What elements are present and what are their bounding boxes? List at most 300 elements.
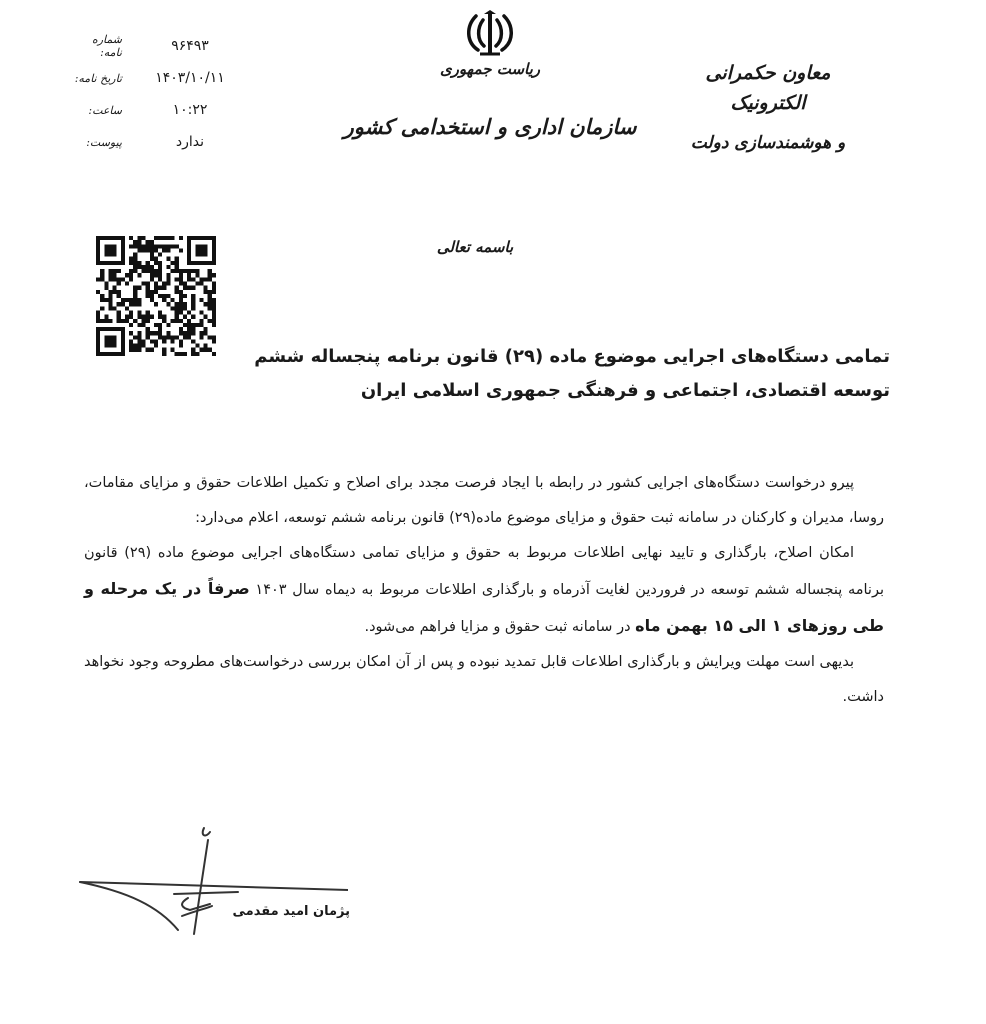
qr-module bbox=[183, 315, 187, 319]
qr-module bbox=[170, 236, 174, 240]
qr-module bbox=[191, 306, 195, 310]
qr-module bbox=[162, 298, 166, 302]
qr-module bbox=[179, 269, 183, 273]
qr-module bbox=[158, 310, 162, 314]
qr-module bbox=[208, 348, 212, 352]
qr-module bbox=[162, 294, 166, 298]
qr-module bbox=[175, 352, 179, 356]
qr-module bbox=[212, 352, 216, 356]
qr-module bbox=[150, 240, 154, 244]
qr-module bbox=[137, 248, 141, 252]
qr-module bbox=[154, 344, 158, 348]
qr-module bbox=[137, 261, 141, 265]
qr-module bbox=[158, 286, 162, 290]
qr-finder-pattern bbox=[104, 244, 116, 256]
qr-module bbox=[113, 269, 117, 273]
qr-module bbox=[129, 244, 133, 248]
qr-module bbox=[191, 327, 195, 331]
qr-module bbox=[187, 273, 191, 277]
qr-module bbox=[125, 319, 129, 323]
qr-module bbox=[129, 344, 133, 348]
qr-module bbox=[133, 319, 137, 323]
qr-module bbox=[117, 294, 121, 298]
qr-module bbox=[158, 294, 162, 298]
qr-module bbox=[125, 315, 129, 319]
qr-module bbox=[142, 269, 146, 273]
qr-module bbox=[142, 248, 146, 252]
qr-module bbox=[142, 282, 146, 286]
qr-module bbox=[162, 248, 166, 252]
qr-module bbox=[146, 294, 150, 298]
qr-module bbox=[208, 269, 212, 273]
qr-module bbox=[100, 269, 104, 273]
qr-module bbox=[154, 261, 158, 265]
qr-module bbox=[208, 298, 212, 302]
qr-module bbox=[199, 310, 203, 314]
meta-label: شماره نامه: bbox=[91, 33, 122, 59]
qr-module bbox=[166, 277, 170, 281]
qr-module bbox=[212, 315, 216, 319]
qr-module bbox=[166, 248, 170, 252]
qr-module bbox=[204, 331, 208, 335]
qr-module bbox=[137, 265, 141, 269]
body-paragraph-2 bbox=[84, 536, 884, 645]
qr-module bbox=[125, 282, 129, 286]
qr-module bbox=[175, 244, 179, 248]
qr-module bbox=[166, 323, 170, 327]
qr-module bbox=[137, 344, 141, 348]
qr-module bbox=[108, 319, 112, 323]
qr-module bbox=[154, 323, 158, 327]
qr-module bbox=[158, 261, 162, 265]
qr-module bbox=[146, 327, 150, 331]
qr-module bbox=[179, 344, 183, 348]
qr-module bbox=[179, 290, 183, 294]
qr-module bbox=[195, 352, 199, 356]
qr-module bbox=[158, 277, 162, 281]
qr-module bbox=[212, 319, 216, 323]
qr-module bbox=[158, 327, 162, 331]
qr-module bbox=[104, 282, 108, 286]
meta-letter-number bbox=[70, 30, 240, 62]
qr-module bbox=[104, 315, 108, 319]
qr-module bbox=[187, 269, 191, 273]
qr-module bbox=[162, 244, 166, 248]
qr-module bbox=[150, 244, 154, 248]
qr-module bbox=[96, 290, 100, 294]
qr-module bbox=[150, 257, 154, 261]
qr-module bbox=[129, 310, 133, 314]
qr-module bbox=[96, 277, 100, 281]
qr-module bbox=[195, 344, 199, 348]
qr-module bbox=[142, 339, 146, 343]
qr-module bbox=[142, 315, 146, 319]
qr-module bbox=[150, 298, 154, 302]
qr-module bbox=[166, 236, 170, 240]
qr-module bbox=[133, 286, 137, 290]
qr-module bbox=[129, 273, 133, 277]
qr-module bbox=[204, 290, 208, 294]
qr-module bbox=[142, 344, 146, 348]
qr-module bbox=[121, 298, 125, 302]
qr-module bbox=[108, 277, 112, 281]
qr-module bbox=[187, 331, 191, 335]
qr-module bbox=[179, 236, 183, 240]
qr-module bbox=[104, 286, 108, 290]
qr-module bbox=[162, 282, 166, 286]
qr-module bbox=[195, 269, 199, 273]
qr-module bbox=[208, 290, 212, 294]
qr-module bbox=[183, 282, 187, 286]
qr-module bbox=[154, 339, 158, 343]
qr-module bbox=[125, 298, 129, 302]
qr-module bbox=[191, 352, 195, 356]
qr-module bbox=[154, 290, 158, 294]
qr-module bbox=[133, 290, 137, 294]
qr-module bbox=[154, 331, 158, 335]
paragraph-text: پیرو درخواست دستگاه‌های اجرایی کشور در رابطه با ایجاد فرصت مجدد برای اصلاح و تکمیل اطلاعات حقوق و مزایای مقامات، روسا، مدیران و کارکنان در سامانه ثبت حقوق و مزایای موضوع ماده(۲۹) قانون برنامه ششم توسعه، اعلام می‌دارد: bbox=[84, 475, 884, 526]
qr-module bbox=[204, 315, 208, 319]
qr-module bbox=[212, 306, 216, 310]
qr-module bbox=[117, 302, 121, 306]
qr-module bbox=[191, 315, 195, 319]
qr-module bbox=[108, 294, 112, 298]
qr-module bbox=[142, 319, 146, 323]
qr-module bbox=[175, 306, 179, 310]
qr-module bbox=[170, 339, 174, 343]
ministry-heading bbox=[668, 58, 868, 158]
qr-module bbox=[137, 244, 141, 248]
qr-module bbox=[179, 282, 183, 286]
qr-module bbox=[137, 348, 141, 352]
qr-module bbox=[129, 236, 133, 240]
qr-module bbox=[212, 310, 216, 314]
meta-label: ساعت: bbox=[88, 103, 122, 117]
qr-module bbox=[175, 265, 179, 269]
qr-module bbox=[150, 269, 154, 273]
qr-module bbox=[129, 257, 133, 261]
qr-module bbox=[96, 310, 100, 314]
qr-module bbox=[199, 348, 203, 352]
qr-module bbox=[108, 302, 112, 306]
qr-module bbox=[183, 323, 187, 327]
qr-module bbox=[113, 286, 117, 290]
qr-module bbox=[150, 331, 154, 335]
qr-module bbox=[150, 290, 154, 294]
qr-module bbox=[133, 240, 137, 244]
qr-module bbox=[129, 339, 133, 343]
meta-label: پیوست: bbox=[86, 135, 122, 149]
qr-module bbox=[146, 319, 150, 323]
qr-module bbox=[162, 319, 166, 323]
qr-module bbox=[175, 319, 179, 323]
qr-module bbox=[150, 253, 154, 257]
qr-module bbox=[133, 253, 137, 257]
qr-module bbox=[212, 339, 216, 343]
qr-module bbox=[121, 302, 125, 306]
qr-module bbox=[133, 269, 137, 273]
qr-module bbox=[199, 277, 203, 281]
qr-module bbox=[179, 302, 183, 306]
qr-module bbox=[179, 310, 183, 314]
qr-module bbox=[208, 335, 212, 339]
qr-module bbox=[117, 282, 121, 286]
qr-finder-pattern bbox=[104, 335, 116, 347]
paragraph-text: بدیهی است مهلت ویرایش و بارگذاری اطلاعات قابل تمدید نبوده و پس از آن امکان بررسی درخواست‌های مطروحه وجود نخواهد داشت. bbox=[84, 654, 884, 705]
letter-body bbox=[84, 466, 884, 715]
ministry-line-2: و هوشمندسازی دولت bbox=[690, 133, 846, 153]
qr-module bbox=[199, 335, 203, 339]
signer-name: پژمان امید مقدمی bbox=[232, 904, 350, 919]
qr-module bbox=[129, 348, 133, 352]
qr-module bbox=[179, 331, 183, 335]
qr-module bbox=[208, 302, 212, 306]
qr-module bbox=[133, 335, 137, 339]
qr-module bbox=[137, 302, 141, 306]
qr-module bbox=[129, 269, 133, 273]
qr-module bbox=[125, 306, 129, 310]
qr-module bbox=[146, 261, 150, 265]
qr-module bbox=[162, 352, 166, 356]
qr-module bbox=[191, 331, 195, 335]
qr-module bbox=[166, 331, 170, 335]
qr-module bbox=[183, 331, 187, 335]
qr-module bbox=[146, 331, 150, 335]
qr-module bbox=[158, 265, 162, 269]
qr-module bbox=[170, 319, 174, 323]
qr-module bbox=[150, 348, 154, 352]
qr-module bbox=[208, 319, 212, 323]
qr-module bbox=[150, 265, 154, 269]
qr-module bbox=[208, 294, 212, 298]
meta-attachment bbox=[70, 126, 240, 158]
qr-module bbox=[154, 248, 158, 252]
qr-module bbox=[175, 310, 179, 314]
qr-module bbox=[179, 294, 183, 298]
qr-module bbox=[183, 352, 187, 356]
meta-value: ۹۶۴۹۳ bbox=[171, 38, 209, 54]
qr-module bbox=[133, 344, 137, 348]
qr-module bbox=[166, 302, 170, 306]
letter-title bbox=[250, 340, 890, 408]
qr-module bbox=[146, 290, 150, 294]
qr-module bbox=[146, 310, 150, 314]
qr-module bbox=[195, 273, 199, 277]
meta-value: ۱۰:۲۲ bbox=[172, 102, 208, 118]
qr-module bbox=[175, 269, 179, 273]
qr-module bbox=[183, 306, 187, 310]
qr-module bbox=[179, 273, 183, 277]
qr-module bbox=[129, 323, 133, 327]
qr-module bbox=[175, 286, 179, 290]
qr-module bbox=[154, 257, 158, 261]
qr-module bbox=[166, 335, 170, 339]
qr-module bbox=[175, 302, 179, 306]
qr-module bbox=[183, 294, 187, 298]
qr-module bbox=[108, 290, 112, 294]
qr-module bbox=[170, 269, 174, 273]
qr-module bbox=[108, 269, 112, 273]
qr-module bbox=[154, 236, 158, 240]
qr-module bbox=[154, 282, 158, 286]
qr-module bbox=[146, 282, 150, 286]
qr-module bbox=[166, 257, 170, 261]
qr-module bbox=[129, 331, 133, 335]
qr-module bbox=[129, 261, 133, 265]
qr-module bbox=[125, 273, 129, 277]
qr-module bbox=[187, 286, 191, 290]
qr-module bbox=[158, 315, 162, 319]
qr-module bbox=[137, 298, 141, 302]
qr-module bbox=[187, 335, 191, 339]
qr-module bbox=[170, 298, 174, 302]
qr-module bbox=[113, 273, 117, 277]
qr-module bbox=[170, 261, 174, 265]
qr-module bbox=[212, 335, 216, 339]
qr-module bbox=[212, 273, 216, 277]
qr-module bbox=[137, 315, 141, 319]
qr-module bbox=[146, 269, 150, 273]
qr-module bbox=[100, 277, 104, 281]
qr-module bbox=[179, 339, 183, 343]
meta-time bbox=[70, 94, 240, 126]
qr-module bbox=[199, 298, 203, 302]
qr-module bbox=[117, 315, 121, 319]
qr-module bbox=[100, 273, 104, 277]
qr-module bbox=[187, 310, 191, 314]
qr-module bbox=[158, 273, 162, 277]
qr-module bbox=[162, 236, 166, 240]
organization-name: سازمان اداری و استخدامی کشور bbox=[343, 114, 637, 139]
qr-module bbox=[142, 265, 146, 269]
qr-module bbox=[191, 277, 195, 281]
qr-module bbox=[146, 286, 150, 290]
qr-module bbox=[129, 277, 133, 281]
qr-module bbox=[100, 306, 104, 310]
qr-module bbox=[179, 248, 183, 252]
qr-module bbox=[187, 323, 191, 327]
qr-code-icon bbox=[96, 236, 216, 356]
qr-module bbox=[187, 319, 191, 323]
qr-module bbox=[191, 348, 195, 352]
qr-module bbox=[199, 331, 203, 335]
qr-module bbox=[166, 294, 170, 298]
qr-module bbox=[179, 306, 183, 310]
qr-module bbox=[179, 327, 183, 331]
qr-module bbox=[191, 302, 195, 306]
qr-module bbox=[191, 286, 195, 290]
qr-module bbox=[117, 269, 121, 273]
qr-module bbox=[146, 248, 150, 252]
qr-module bbox=[129, 298, 133, 302]
qr-module bbox=[158, 331, 162, 335]
qr-module bbox=[142, 323, 146, 327]
qr-module bbox=[146, 348, 150, 352]
qr-module bbox=[199, 319, 203, 323]
meta-label: تاریخ نامه: bbox=[74, 71, 122, 85]
qr-module bbox=[100, 294, 104, 298]
title-line-1: تمامی دستگاه‌های اجرایی موضوع ماده (۲۹) قانون برنامه پنجساله ششم bbox=[254, 346, 890, 367]
meta-letter-date bbox=[70, 62, 240, 94]
qr-module bbox=[191, 298, 195, 302]
ministry-line-1: معاون حکمرانی الکترونیک bbox=[705, 62, 831, 114]
qr-module bbox=[117, 310, 121, 314]
letter-meta bbox=[70, 30, 240, 158]
qr-module bbox=[212, 323, 216, 327]
qr-module bbox=[170, 306, 174, 310]
qr-module bbox=[146, 240, 150, 244]
qr-module bbox=[212, 298, 216, 302]
qr-module bbox=[117, 277, 121, 281]
qr-module bbox=[150, 315, 154, 319]
qr-module bbox=[121, 319, 125, 323]
qr-module bbox=[212, 290, 216, 294]
qr-module bbox=[121, 277, 125, 281]
qr-module bbox=[191, 323, 195, 327]
qr-module bbox=[150, 273, 154, 277]
meta-value: ندارد bbox=[175, 134, 205, 150]
qr-module bbox=[162, 348, 166, 352]
qr-module bbox=[208, 277, 212, 281]
qr-module bbox=[204, 327, 208, 331]
qr-module bbox=[175, 335, 179, 339]
qr-module bbox=[175, 290, 179, 294]
qr-module bbox=[191, 294, 195, 298]
qr-module bbox=[204, 344, 208, 348]
qr-module bbox=[133, 265, 137, 269]
qr-module bbox=[183, 269, 187, 273]
qr-module bbox=[133, 257, 137, 261]
qr-module bbox=[137, 286, 141, 290]
qr-module bbox=[137, 310, 141, 314]
qr-module bbox=[179, 352, 183, 356]
qr-module bbox=[104, 319, 108, 323]
qr-module bbox=[158, 236, 162, 240]
presidency-label: ریاست جمهوری bbox=[439, 60, 541, 78]
qr-module bbox=[162, 339, 166, 343]
qr-module bbox=[108, 273, 112, 277]
qr-module bbox=[137, 335, 141, 339]
qr-module bbox=[170, 348, 174, 352]
qr-module bbox=[175, 257, 179, 261]
qr-module bbox=[179, 298, 183, 302]
qr-module bbox=[108, 298, 112, 302]
paragraph-bold-text: صرفاً در یک مرحله و طی روزهای ۱ الی ۱۵ بهمن ماه bbox=[84, 579, 884, 635]
paragraph-text: در سامانه ثبت حقوق و مزایا فراهم می‌شود. bbox=[364, 619, 636, 635]
qr-module bbox=[179, 319, 183, 323]
qr-module bbox=[195, 282, 199, 286]
qr-module bbox=[158, 335, 162, 339]
qr-module bbox=[183, 302, 187, 306]
qr-module bbox=[137, 331, 141, 335]
qr-module bbox=[162, 286, 166, 290]
qr-module bbox=[133, 294, 137, 298]
qr-module bbox=[154, 286, 158, 290]
qr-module bbox=[146, 335, 150, 339]
qr-module bbox=[108, 306, 112, 310]
qr-module bbox=[133, 244, 137, 248]
qr-module bbox=[133, 302, 137, 306]
qr-module bbox=[170, 335, 174, 339]
qr-module bbox=[166, 273, 170, 277]
qr-module bbox=[212, 302, 216, 306]
qr-module bbox=[133, 261, 137, 265]
qr-module bbox=[117, 319, 121, 323]
qr-module bbox=[208, 273, 212, 277]
handwritten-signature-icon bbox=[78, 826, 348, 936]
qr-module bbox=[137, 273, 141, 277]
qr-module bbox=[150, 339, 154, 343]
